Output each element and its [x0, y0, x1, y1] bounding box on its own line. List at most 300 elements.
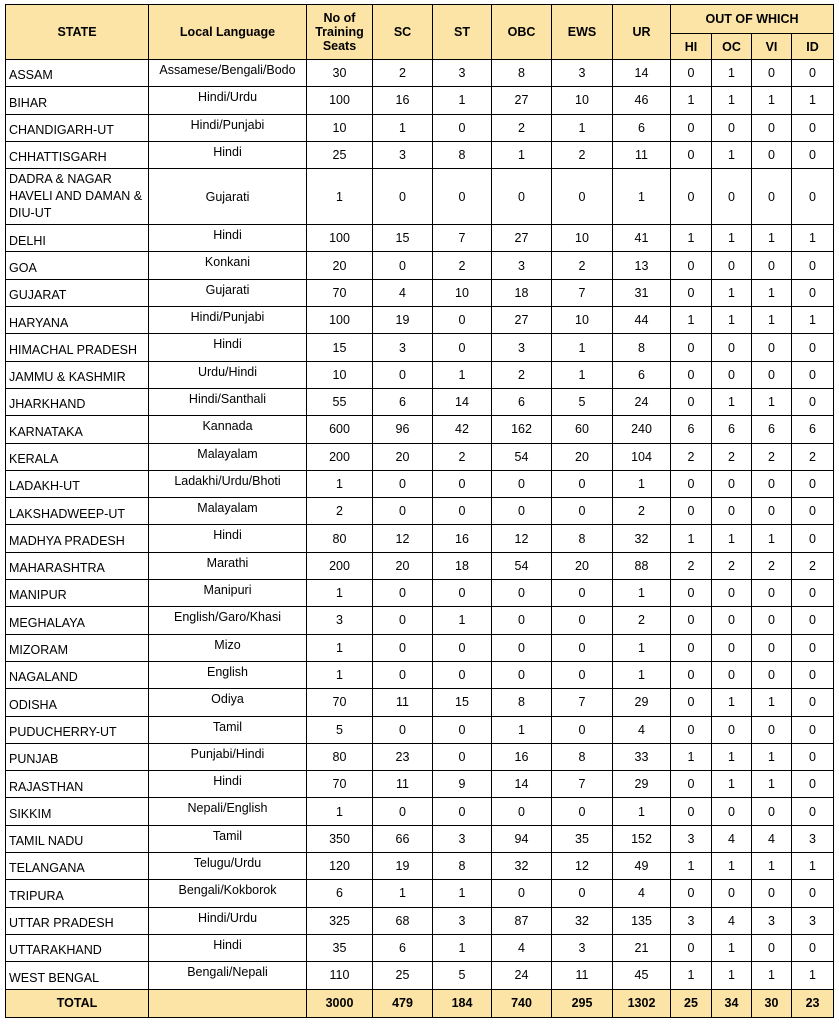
cell-hi: 0: [671, 388, 712, 415]
cell-sc: 0: [373, 580, 433, 607]
cell-obc: 12: [492, 525, 552, 552]
cell-language: Punjabi/Hindi: [149, 743, 307, 770]
cell-oc: 1: [712, 934, 752, 961]
cell-st: 1: [433, 361, 492, 388]
total-language-cell: [149, 989, 307, 1017]
cell-st: 1: [433, 934, 492, 961]
cell-language: Telugu/Urdu: [149, 853, 307, 880]
table-row: [6, 60, 834, 87]
cell-sc: 0: [373, 716, 433, 743]
table-row: [6, 661, 834, 688]
cell-obc: 94: [492, 825, 552, 852]
table-row: [6, 443, 834, 470]
cell-ews: 20: [552, 552, 613, 579]
cell-seats: 1: [307, 169, 373, 225]
cell-vi: 1: [752, 87, 792, 114]
cell-seats: 350: [307, 825, 373, 852]
total-label: TOTAL: [6, 989, 149, 1017]
cell-st: 0: [433, 307, 492, 334]
cell-language: English/Garo/Khasi: [149, 607, 307, 634]
cell-language: Kannada: [149, 416, 307, 443]
cell-st: 0: [433, 169, 492, 225]
cell-oc: 1: [712, 87, 752, 114]
cell-obc: 0: [492, 580, 552, 607]
cell-id: 1: [792, 87, 834, 114]
table-row: [6, 907, 834, 934]
cell-st: 16: [433, 525, 492, 552]
cell-st: 0: [433, 498, 492, 525]
cell-obc: 1: [492, 716, 552, 743]
cell-hi: 0: [671, 498, 712, 525]
cell-language: Urdu/Hindi: [149, 361, 307, 388]
cell-ur: 6: [613, 361, 671, 388]
cell-id: 0: [792, 361, 834, 388]
header-ews: EWS: [552, 5, 613, 60]
table-row: [6, 716, 834, 743]
cell-vi: 0: [752, 141, 792, 168]
header-st: ST: [433, 5, 492, 60]
cell-oc: 4: [712, 907, 752, 934]
cell-id: 1: [792, 962, 834, 989]
cell-obc: 0: [492, 607, 552, 634]
cell-ews: 1: [552, 361, 613, 388]
table-row: [6, 498, 834, 525]
cell-sc: 0: [373, 634, 433, 661]
cell-sc: 25: [373, 962, 433, 989]
cell-ews: 0: [552, 607, 613, 634]
cell-oc: 1: [712, 962, 752, 989]
cell-ur: 88: [613, 552, 671, 579]
cell-vi: 0: [752, 580, 792, 607]
cell-id: 0: [792, 634, 834, 661]
cell-vi: 0: [752, 498, 792, 525]
cell-ews: 8: [552, 525, 613, 552]
cell-ews: 8: [552, 743, 613, 770]
cell-language: Tamil: [149, 716, 307, 743]
cell-hi: 0: [671, 252, 712, 279]
cell-hi: 0: [671, 169, 712, 225]
cell-id: 0: [792, 798, 834, 825]
cell-id: 3: [792, 907, 834, 934]
cell-obc: 1: [492, 141, 552, 168]
cell-hi: 6: [671, 416, 712, 443]
cell-ews: 10: [552, 87, 613, 114]
cell-id: 0: [792, 141, 834, 168]
table-row: [6, 169, 834, 225]
cell-st: 3: [433, 825, 492, 852]
cell-hi: 0: [671, 607, 712, 634]
cell-st: 1: [433, 87, 492, 114]
table-row: [6, 743, 834, 770]
cell-language: Ladakhi/Urdu/Bhoti: [149, 470, 307, 497]
cell-st: 0: [433, 334, 492, 361]
cell-vi: 0: [752, 634, 792, 661]
cell-vi: 0: [752, 334, 792, 361]
cell-oc: 1: [712, 141, 752, 168]
cell-sc: 3: [373, 334, 433, 361]
cell-ur: 135: [613, 907, 671, 934]
table-row: [6, 334, 834, 361]
table-row: [6, 279, 834, 306]
cell-state: PUDUCHERRY-UT: [6, 716, 149, 743]
cell-id: 2: [792, 443, 834, 470]
cell-st: 15: [433, 689, 492, 716]
cell-obc: 0: [492, 880, 552, 907]
cell-ur: 31: [613, 279, 671, 306]
total-ur: 1302: [613, 989, 671, 1017]
cell-hi: 1: [671, 307, 712, 334]
cell-vi: 0: [752, 60, 792, 87]
cell-seats: 1: [307, 634, 373, 661]
cell-vi: 0: [752, 470, 792, 497]
cell-ews: 3: [552, 934, 613, 961]
cell-id: 0: [792, 525, 834, 552]
cell-language: Malayalam: [149, 443, 307, 470]
cell-vi: 0: [752, 169, 792, 225]
total-sc: 479: [373, 989, 433, 1017]
cell-id: 0: [792, 388, 834, 415]
cell-oc: 1: [712, 307, 752, 334]
cell-seats: 1: [307, 470, 373, 497]
cell-hi: 0: [671, 661, 712, 688]
table-row: [6, 798, 834, 825]
cell-state: TAMIL NADU: [6, 825, 149, 852]
cell-seats: 2: [307, 498, 373, 525]
cell-st: 2: [433, 443, 492, 470]
cell-state: MANIPUR: [6, 580, 149, 607]
cell-ur: 21: [613, 934, 671, 961]
cell-sc: 0: [373, 661, 433, 688]
cell-language: Hindi/Punjabi: [149, 114, 307, 141]
cell-id: 3: [792, 825, 834, 852]
cell-oc: 6: [712, 416, 752, 443]
cell-seats: 30: [307, 60, 373, 87]
cell-hi: 0: [671, 634, 712, 661]
cell-state: MADHYA PRADESH: [6, 525, 149, 552]
cell-state: HIMACHAL PRADESH: [6, 334, 149, 361]
cell-hi: 2: [671, 443, 712, 470]
cell-hi: 0: [671, 279, 712, 306]
cell-seats: 6: [307, 880, 373, 907]
cell-state: LADAKH-UT: [6, 470, 149, 497]
cell-oc: 1: [712, 279, 752, 306]
cell-state: MEGHALAYA: [6, 607, 149, 634]
cell-st: 2: [433, 252, 492, 279]
cell-oc: 1: [712, 525, 752, 552]
cell-language: Hindi: [149, 334, 307, 361]
cell-oc: 0: [712, 361, 752, 388]
cell-vi: 2: [752, 552, 792, 579]
cell-sc: 16: [373, 87, 433, 114]
cell-st: 8: [433, 853, 492, 880]
cell-st: 0: [433, 798, 492, 825]
cell-ur: 1: [613, 661, 671, 688]
cell-state: UTTARAKHAND: [6, 934, 149, 961]
cell-language: Malayalam: [149, 498, 307, 525]
header-language: Local Language: [149, 5, 307, 60]
cell-ur: 152: [613, 825, 671, 852]
cell-state: JAMMU & KASHMIR: [6, 361, 149, 388]
cell-obc: 2: [492, 114, 552, 141]
cell-hi: 0: [671, 60, 712, 87]
cell-id: 0: [792, 169, 834, 225]
cell-seats: 100: [307, 87, 373, 114]
table-row: [6, 470, 834, 497]
cell-oc: 2: [712, 443, 752, 470]
cell-ews: 12: [552, 853, 613, 880]
cell-ur: 46: [613, 87, 671, 114]
cell-st: 3: [433, 60, 492, 87]
cell-state: DADRA & NAGAR HAVELI AND DAMAN & DIU-UT: [6, 169, 149, 225]
table-row: [6, 580, 834, 607]
cell-hi: 0: [671, 141, 712, 168]
cell-id: 6: [792, 416, 834, 443]
cell-obc: 32: [492, 853, 552, 880]
cell-hi: 0: [671, 934, 712, 961]
cell-st: 0: [433, 470, 492, 497]
cell-language: Manipuri: [149, 580, 307, 607]
cell-id: 0: [792, 743, 834, 770]
table-row: [6, 141, 834, 168]
cell-obc: 0: [492, 498, 552, 525]
total-hi: 25: [671, 989, 712, 1017]
cell-id: 1: [792, 225, 834, 252]
cell-ur: 104: [613, 443, 671, 470]
cell-vi: 0: [752, 361, 792, 388]
cell-hi: 3: [671, 825, 712, 852]
cell-state: GOA: [6, 252, 149, 279]
total-oc: 34: [712, 989, 752, 1017]
cell-oc: 0: [712, 580, 752, 607]
cell-ews: 0: [552, 798, 613, 825]
cell-vi: 3: [752, 907, 792, 934]
header-obc: OBC: [492, 5, 552, 60]
cell-language: Konkani: [149, 252, 307, 279]
cell-sc: 12: [373, 525, 433, 552]
cell-id: 0: [792, 498, 834, 525]
header-state: STATE: [6, 5, 149, 60]
cell-id: 0: [792, 470, 834, 497]
cell-state: NAGALAND: [6, 661, 149, 688]
table-row: [6, 825, 834, 852]
cell-hi: 0: [671, 716, 712, 743]
cell-sc: 20: [373, 443, 433, 470]
cell-oc: 1: [712, 771, 752, 798]
cell-st: 10: [433, 279, 492, 306]
total-row: [6, 989, 834, 1017]
cell-oc: 1: [712, 225, 752, 252]
cell-oc: 0: [712, 169, 752, 225]
cell-hi: 0: [671, 880, 712, 907]
cell-language: Assamese/Bengali/Bodo: [149, 60, 307, 87]
cell-seats: 200: [307, 443, 373, 470]
cell-state: GUJARAT: [6, 279, 149, 306]
cell-sc: 11: [373, 689, 433, 716]
cell-state: TRIPURA: [6, 880, 149, 907]
cell-st: 0: [433, 580, 492, 607]
cell-sc: 3: [373, 141, 433, 168]
cell-oc: 0: [712, 252, 752, 279]
cell-st: 0: [433, 661, 492, 688]
cell-ews: 0: [552, 169, 613, 225]
cell-ur: 11: [613, 141, 671, 168]
cell-obc: 54: [492, 552, 552, 579]
cell-sc: 0: [373, 252, 433, 279]
cell-ews: 10: [552, 225, 613, 252]
cell-seats: 5: [307, 716, 373, 743]
cell-id: 0: [792, 880, 834, 907]
table-row: [6, 962, 834, 989]
cell-language: Marathi: [149, 552, 307, 579]
cell-vi: 1: [752, 388, 792, 415]
cell-id: 0: [792, 661, 834, 688]
cell-ews: 0: [552, 880, 613, 907]
cell-state: HARYANA: [6, 307, 149, 334]
cell-seats: 3: [307, 607, 373, 634]
cell-language: Hindi/Urdu: [149, 87, 307, 114]
cell-ur: 33: [613, 743, 671, 770]
cell-seats: 100: [307, 307, 373, 334]
cell-state: MIZORAM: [6, 634, 149, 661]
cell-sc: 6: [373, 388, 433, 415]
cell-oc: 1: [712, 689, 752, 716]
cell-oc: 1: [712, 60, 752, 87]
cell-vi: 1: [752, 853, 792, 880]
cell-seats: 325: [307, 907, 373, 934]
cell-obc: 87: [492, 907, 552, 934]
cell-vi: 1: [752, 771, 792, 798]
cell-ur: 4: [613, 880, 671, 907]
cell-seats: 20: [307, 252, 373, 279]
cell-vi: 1: [752, 525, 792, 552]
cell-st: 5: [433, 962, 492, 989]
cell-vi: 0: [752, 252, 792, 279]
cell-st: 0: [433, 716, 492, 743]
cell-state: KERALA: [6, 443, 149, 470]
cell-hi: 3: [671, 907, 712, 934]
cell-state: ASSAM: [6, 60, 149, 87]
cell-id: 0: [792, 607, 834, 634]
cell-ur: 8: [613, 334, 671, 361]
cell-ur: 32: [613, 525, 671, 552]
cell-sc: 1: [373, 114, 433, 141]
cell-obc: 0: [492, 634, 552, 661]
cell-st: 18: [433, 552, 492, 579]
cell-hi: 0: [671, 114, 712, 141]
cell-ur: 29: [613, 771, 671, 798]
cell-oc: 0: [712, 880, 752, 907]
table-row: [6, 853, 834, 880]
table-row: [6, 114, 834, 141]
cell-sc: 19: [373, 853, 433, 880]
cell-obc: 27: [492, 225, 552, 252]
total-ews: 295: [552, 989, 613, 1017]
cell-obc: 16: [492, 743, 552, 770]
table-row: [6, 388, 834, 415]
cell-seats: 100: [307, 225, 373, 252]
cell-state: KARNATAKA: [6, 416, 149, 443]
cell-obc: 162: [492, 416, 552, 443]
cell-st: 1: [433, 607, 492, 634]
cell-sc: 2: [373, 60, 433, 87]
cell-oc: 0: [712, 114, 752, 141]
cell-oc: 0: [712, 470, 752, 497]
cell-seats: 80: [307, 743, 373, 770]
table-row: [6, 634, 834, 661]
cell-ur: 1: [613, 634, 671, 661]
cell-sc: 0: [373, 169, 433, 225]
cell-state: SIKKIM: [6, 798, 149, 825]
table-row: [6, 607, 834, 634]
cell-seats: 1: [307, 580, 373, 607]
cell-state: WEST BENGAL: [6, 962, 149, 989]
cell-ews: 0: [552, 580, 613, 607]
cell-language: Hindi: [149, 141, 307, 168]
cell-hi: 1: [671, 87, 712, 114]
cell-language: Bengali/Nepali: [149, 962, 307, 989]
cell-sc: 0: [373, 470, 433, 497]
cell-oc: 0: [712, 798, 752, 825]
table-row: [6, 552, 834, 579]
total-st: 184: [433, 989, 492, 1017]
cell-hi: 1: [671, 225, 712, 252]
cell-id: 0: [792, 771, 834, 798]
cell-sc: 20: [373, 552, 433, 579]
cell-ur: 1: [613, 798, 671, 825]
cell-obc: 3: [492, 252, 552, 279]
cell-ur: 44: [613, 307, 671, 334]
cell-seats: 120: [307, 853, 373, 880]
cell-vi: 1: [752, 307, 792, 334]
cell-ur: 240: [613, 416, 671, 443]
cell-id: 0: [792, 689, 834, 716]
cell-obc: 54: [492, 443, 552, 470]
cell-ews: 0: [552, 634, 613, 661]
header-seats: No of Training Seats: [307, 5, 373, 60]
table-row: [6, 880, 834, 907]
cell-st: 8: [433, 141, 492, 168]
cell-oc: 1: [712, 743, 752, 770]
cell-seats: 10: [307, 114, 373, 141]
cell-sc: 4: [373, 279, 433, 306]
cell-vi: 0: [752, 934, 792, 961]
cell-id: 1: [792, 307, 834, 334]
cell-language: Bengali/Kokborok: [149, 880, 307, 907]
cell-oc: 1: [712, 853, 752, 880]
cell-language: English: [149, 661, 307, 688]
cell-sc: 0: [373, 798, 433, 825]
cell-obc: 3: [492, 334, 552, 361]
cell-ews: 0: [552, 498, 613, 525]
cell-sc: 96: [373, 416, 433, 443]
cell-language: Gujarati: [149, 279, 307, 306]
cell-sc: 66: [373, 825, 433, 852]
cell-ews: 35: [552, 825, 613, 852]
cell-state: UTTAR PRADESH: [6, 907, 149, 934]
table-row: [6, 416, 834, 443]
cell-state: CHHATTISGARH: [6, 141, 149, 168]
cell-state: DELHI: [6, 225, 149, 252]
cell-seats: 70: [307, 689, 373, 716]
cell-ews: 5: [552, 388, 613, 415]
cell-ews: 3: [552, 60, 613, 87]
cell-oc: 1: [712, 388, 752, 415]
cell-hi: 0: [671, 798, 712, 825]
cell-ews: 7: [552, 771, 613, 798]
cell-ur: 45: [613, 962, 671, 989]
cell-language: Hindi: [149, 934, 307, 961]
cell-oc: 4: [712, 825, 752, 852]
